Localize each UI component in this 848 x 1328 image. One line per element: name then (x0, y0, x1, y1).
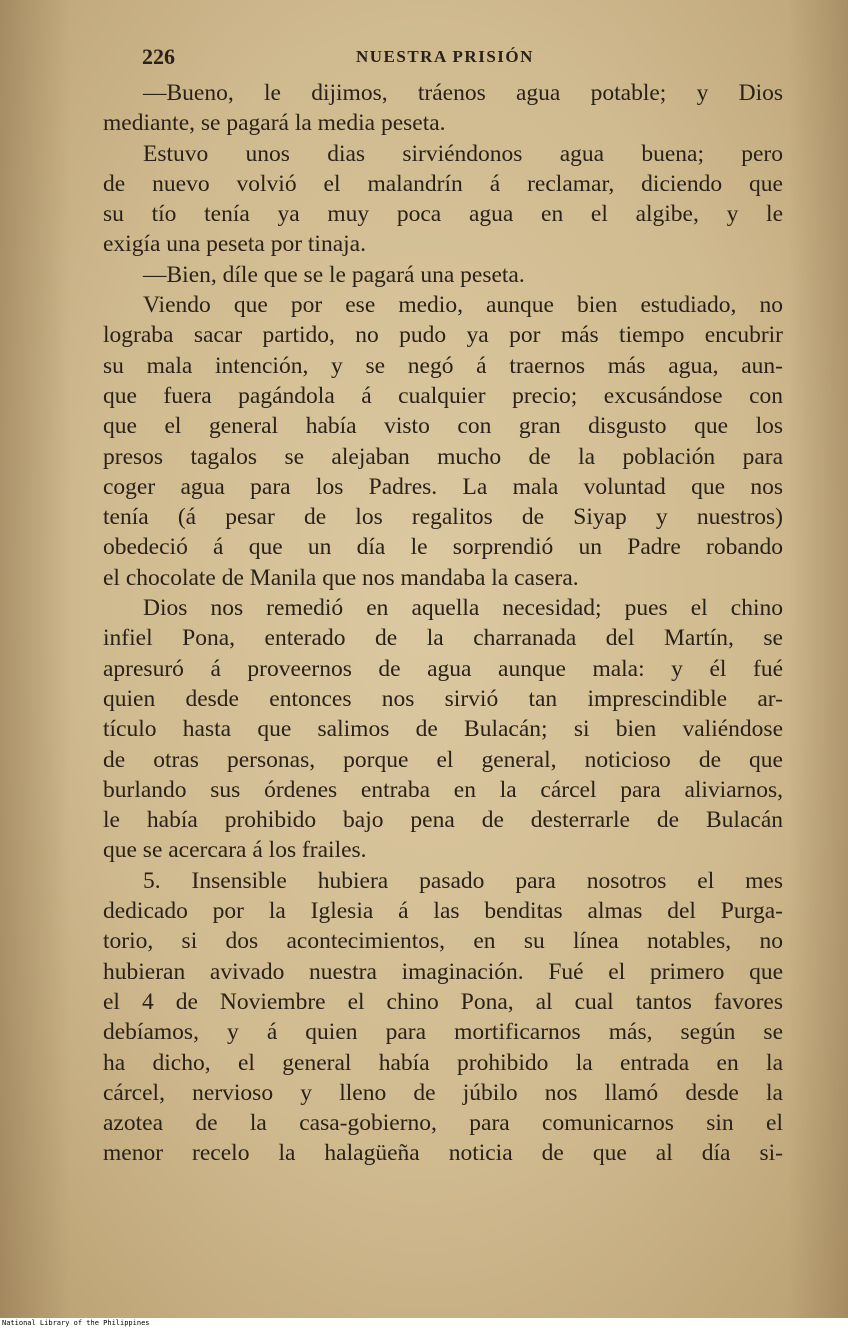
text-line: exigía una peseta por tinaja. (103, 231, 366, 258)
page-shadow-left (0, 0, 70, 1318)
library-credit: National Library of the Philippines (2, 1319, 150, 1327)
text-line: debíamos, y á quien para mortificarnos más, según se (103, 1019, 783, 1046)
text-line: torio, si dos acontecimientos, en su línea notables, no (103, 928, 783, 955)
text-line: ha dicho, el general había prohibido la entrada en la (103, 1049, 783, 1076)
text-line: burlando sus órdenes entraba en la cárcel para aliviarnos, (103, 776, 783, 803)
text-line: el 4 de Noviembre el chino Pona, al cual tantos favores (103, 988, 783, 1015)
text-line: dedicado por la Iglesia á las benditas almas del Purga- (103, 898, 783, 925)
text-line: de otras personas, porque el general, noticioso de que (103, 746, 783, 773)
running-title: NUESTRA PRISIÓN (356, 47, 534, 66)
text-line: infiel Pona, enterado de la charranada del Martín, se (103, 625, 783, 652)
text-line: tículo hasta que salimos de Bulacán; si bien valiéndose (103, 716, 783, 743)
text-line: mediante, se pagará la media peseta. (103, 110, 446, 137)
text-line: —Bueno, le dijimos, tráenos agua potable; y Dios (143, 80, 783, 106)
text-line: Viendo que por ese medio, aunque bien estudiado, no (143, 292, 783, 319)
text-line: le había prohibido bajo pena de desterrarle de Bulacán (103, 807, 783, 834)
page-header (0, 44, 848, 74)
text-line: su mala intención, y se negó á traernos más agua, aun- (103, 352, 783, 379)
footer-bar (0, 1318, 848, 1328)
text-line: coger agua para los Padres. La mala voluntad que nos (103, 473, 783, 500)
text-line: presos tagalos se alejaban mucho de la población para (103, 443, 783, 470)
text-line: azotea de la casa-gobierno, para comunicarnos sin el (103, 1110, 783, 1137)
page-number: 226 (142, 44, 175, 69)
text-line: que el general había visto con gran disgusto que los (103, 413, 783, 440)
text-line: que fuera pagándola á cualquier precio; excusándose con (103, 382, 783, 409)
text-line: menor recelo la halagüeña noticia de que al día si- (103, 1140, 783, 1167)
text-line: Dios nos remedió en aquella necesidad; pues el chino (143, 595, 783, 622)
text-line: cárcel, nervioso y lleno de júbilo nos llamó desde la (103, 1079, 783, 1106)
text-line: hubieran avivado nuestra imaginación. Fué el primero que (103, 958, 783, 985)
text-line: que se acercara á los frailes. (103, 837, 367, 864)
text-line: 5. Insensible hubiera pasado para nosotros el mes (143, 867, 783, 894)
body-text (103, 78, 783, 1169)
text-line: obedeció á que un día le sorprendió un Padre robando (103, 534, 783, 561)
text-line: —Bien, díle que se le pagará una peseta. (143, 261, 525, 288)
text-line: lograba sacar partido, no pudo ya por más tiempo encubrir (103, 322, 783, 349)
text-line: el chocolate de Manila que nos mandaba la casera. (103, 564, 579, 591)
text-line: tenía (á pesar de los regalitos de Siyap y nuestros) (103, 504, 783, 531)
text-line: quien desde entonces nos sirvió tan imprescindible ar- (103, 685, 783, 712)
text-line: Estuvo unos dias sirviéndonos agua buena; pero (143, 140, 783, 167)
text-line: apresuró á proveernos de agua aunque mala: y él fué (103, 655, 783, 682)
page-shadow-right (788, 0, 848, 1318)
text-line: su tío tenía ya muy poca agua en el algibe, y le (103, 201, 783, 228)
text-line: de nuevo volvió el malandrín á reclamar, diciendo que (103, 170, 783, 197)
